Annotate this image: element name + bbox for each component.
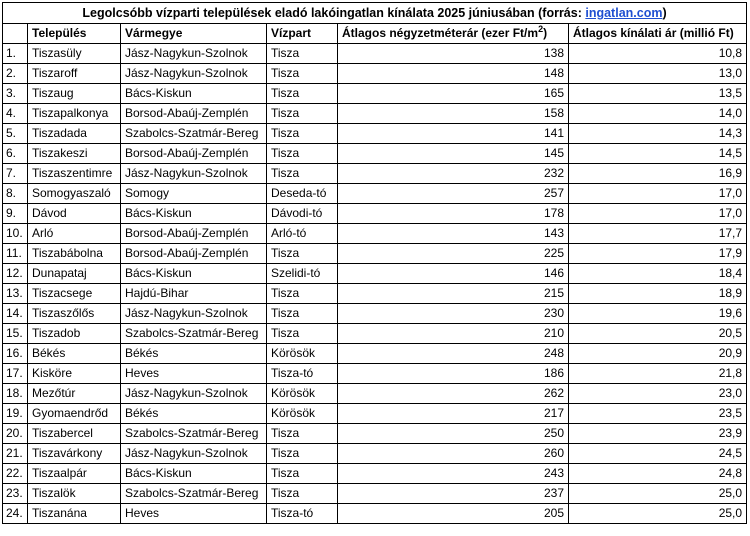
cell-price-total: 13,0 xyxy=(569,64,747,84)
header-waterfront: Vízpart xyxy=(267,24,338,44)
cell-price-total: 24,8 xyxy=(569,464,747,484)
header-row xyxy=(3,24,747,44)
table-row xyxy=(3,364,747,384)
cell-waterfront: Tisza xyxy=(267,164,338,184)
cell-waterfront: Tisza xyxy=(267,104,338,124)
cell-county: Jász-Nagykun-Szolnok xyxy=(121,444,267,464)
cell-price-sqm: 205 xyxy=(338,504,569,524)
table-row xyxy=(3,324,747,344)
table-row xyxy=(3,244,747,264)
cell-price-sqm: 243 xyxy=(338,464,569,484)
cell-waterfront: Körösök xyxy=(267,344,338,364)
cell-county: Szabolcs-Szatmár-Bereg xyxy=(121,324,267,344)
cell-index: 24. xyxy=(3,504,28,524)
cell-index: 21. xyxy=(3,444,28,464)
cell-index: 2. xyxy=(3,64,28,84)
cell-price-total: 23,5 xyxy=(569,404,747,424)
cell-settlement: Tiszaszentimre xyxy=(28,164,121,184)
cell-waterfront: Tisza xyxy=(267,324,338,344)
table-row xyxy=(3,164,747,184)
cell-waterfront: Tisza xyxy=(267,304,338,324)
cell-county: Bács-Kiskun xyxy=(121,204,267,224)
cell-settlement: Tiszalök xyxy=(28,484,121,504)
table-row xyxy=(3,144,747,164)
table-row xyxy=(3,84,747,104)
cell-settlement: Tiszadada xyxy=(28,124,121,144)
cell-waterfront: Tisza-tó xyxy=(267,364,338,384)
cell-settlement: Tiszasüly xyxy=(28,44,121,64)
cell-settlement: Tiszaszőlős xyxy=(28,304,121,324)
cell-county: Szabolcs-Szatmár-Bereg xyxy=(121,424,267,444)
cell-price-total: 14,3 xyxy=(569,124,747,144)
table-row xyxy=(3,504,747,524)
table-row xyxy=(3,404,747,424)
cell-price-total: 23,9 xyxy=(569,424,747,444)
cell-price-sqm: 146 xyxy=(338,264,569,284)
cell-county: Jász-Nagykun-Szolnok xyxy=(121,44,267,64)
cell-price-sqm: 232 xyxy=(338,164,569,184)
table-row xyxy=(3,204,747,224)
table-row xyxy=(3,64,747,84)
cell-index: 6. xyxy=(3,144,28,164)
cell-waterfront: Tisza xyxy=(267,244,338,264)
cell-index: 17. xyxy=(3,364,28,384)
cell-county: Békés xyxy=(121,404,267,424)
cell-county: Heves xyxy=(121,504,267,524)
cell-waterfront: Tisza xyxy=(267,484,338,504)
cell-county: Bács-Kiskun xyxy=(121,464,267,484)
cell-price-sqm: 178 xyxy=(338,204,569,224)
cell-price-total: 14,0 xyxy=(569,104,747,124)
table-body xyxy=(3,44,747,524)
cell-price-sqm: 248 xyxy=(338,344,569,364)
cell-price-total: 24,5 xyxy=(569,444,747,464)
cell-county: Bács-Kiskun xyxy=(121,84,267,104)
cell-price-sqm: 141 xyxy=(338,124,569,144)
cell-price-sqm: 257 xyxy=(338,184,569,204)
cell-waterfront: Dávodi-tó xyxy=(267,204,338,224)
cell-index: 13. xyxy=(3,284,28,304)
cell-settlement: Dunapataj xyxy=(28,264,121,284)
cell-county: Szabolcs-Szatmár-Bereg xyxy=(121,484,267,504)
data-table xyxy=(2,2,747,524)
cell-waterfront: Tisza xyxy=(267,464,338,484)
cell-index: 1. xyxy=(3,44,28,64)
cell-waterfront: Tisza xyxy=(267,44,338,64)
cell-waterfront: Körösök xyxy=(267,404,338,424)
cell-waterfront: Tisza xyxy=(267,444,338,464)
cell-price-total: 21,8 xyxy=(569,364,747,384)
cell-settlement: Tiszapalkonya xyxy=(28,104,121,124)
cell-index: 5. xyxy=(3,124,28,144)
cell-county: Heves xyxy=(121,364,267,384)
cell-settlement: Kisköre xyxy=(28,364,121,384)
table-row xyxy=(3,344,747,364)
cell-county: Borsod-Abaúj-Zemplén xyxy=(121,104,267,124)
cell-index: 23. xyxy=(3,484,28,504)
source-link[interactable]: ingatlan.com xyxy=(585,6,663,20)
cell-settlement: Tiszavárkony xyxy=(28,444,121,464)
cell-price-sqm: 217 xyxy=(338,404,569,424)
table-row xyxy=(3,184,747,204)
table-row xyxy=(3,124,747,144)
data-table-container xyxy=(2,2,746,524)
cell-settlement: Somogyaszaló xyxy=(28,184,121,204)
cell-county: Borsod-Abaúj-Zemplén xyxy=(121,144,267,164)
table-row xyxy=(3,424,747,444)
cell-price-sqm: 237 xyxy=(338,484,569,504)
cell-index: 15. xyxy=(3,324,28,344)
table-row xyxy=(3,264,747,284)
cell-settlement: Tiszaroff xyxy=(28,64,121,84)
cell-index: 8. xyxy=(3,184,28,204)
cell-county: Jász-Nagykun-Szolnok xyxy=(121,304,267,324)
cell-settlement: Tiszaalpár xyxy=(28,464,121,484)
table-row xyxy=(3,464,747,484)
cell-county: Borsod-Abaúj-Zemplén xyxy=(121,244,267,264)
cell-waterfront: Tisza xyxy=(267,424,338,444)
title-close: ) xyxy=(662,6,667,20)
cell-price-total: 23,0 xyxy=(569,384,747,404)
title-text: Legolcsóbb vízparti települések eladó lakóingatlan kínálata 2025 júniusában (forrás: xyxy=(82,6,586,20)
cell-price-sqm: 250 xyxy=(338,424,569,444)
cell-settlement: Tiszadob xyxy=(28,324,121,344)
cell-settlement: Tiszabercel xyxy=(28,424,121,444)
cell-settlement: Tiszanána xyxy=(28,504,121,524)
cell-county: Jász-Nagykun-Szolnok xyxy=(121,64,267,84)
cell-price-total: 18,9 xyxy=(569,284,747,304)
table-row xyxy=(3,304,747,324)
cell-index: 19. xyxy=(3,404,28,424)
header-price-sqm-close: ) xyxy=(543,26,548,40)
table-row xyxy=(3,44,747,64)
title-row xyxy=(3,3,747,24)
cell-waterfront: Tisza-tó xyxy=(267,504,338,524)
cell-price-total: 18,4 xyxy=(569,264,747,284)
cell-county: Bács-Kiskun xyxy=(121,264,267,284)
cell-index: 4. xyxy=(3,104,28,124)
cell-index: 10. xyxy=(3,224,28,244)
cell-price-total: 20,5 xyxy=(569,324,747,344)
cell-price-sqm: 165 xyxy=(338,84,569,104)
cell-settlement: Tiszakeszi xyxy=(28,144,121,164)
cell-waterfront: Tisza xyxy=(267,124,338,144)
cell-price-total: 16,9 xyxy=(569,164,747,184)
cell-county: Szabolcs-Szatmár-Bereg xyxy=(121,124,267,144)
cell-county: Jász-Nagykun-Szolnok xyxy=(121,384,267,404)
cell-settlement: Dávod xyxy=(28,204,121,224)
cell-price-sqm: 215 xyxy=(338,284,569,304)
cell-waterfront: Tisza xyxy=(267,144,338,164)
cell-price-total: 20,9 xyxy=(569,344,747,364)
cell-price-total: 10,8 xyxy=(569,44,747,64)
cell-settlement: Tiszacsege xyxy=(28,284,121,304)
cell-price-sqm: 138 xyxy=(338,44,569,64)
cell-index: 12. xyxy=(3,264,28,284)
cell-waterfront: Körösök xyxy=(267,384,338,404)
cell-price-total: 17,9 xyxy=(569,244,747,264)
cell-settlement: Tiszabábolna xyxy=(28,244,121,264)
header-index xyxy=(3,24,28,44)
cell-index: 9. xyxy=(3,204,28,224)
cell-index: 22. xyxy=(3,464,28,484)
cell-county: Somogy xyxy=(121,184,267,204)
cell-county: Hajdú-Bihar xyxy=(121,284,267,304)
cell-settlement: Gyomaendrőd xyxy=(28,404,121,424)
cell-price-sqm: 143 xyxy=(338,224,569,244)
table-row xyxy=(3,484,747,504)
header-price-sqm-text: Átlagos négyzetméterár (ezer Ft/m xyxy=(342,26,539,40)
table-row xyxy=(3,284,747,304)
cell-waterfront: Tisza xyxy=(267,64,338,84)
header-price-sqm xyxy=(338,24,569,44)
cell-price-total: 17,7 xyxy=(569,224,747,244)
cell-price-sqm: 260 xyxy=(338,444,569,464)
cell-price-sqm: 145 xyxy=(338,144,569,164)
table-row xyxy=(3,104,747,124)
cell-price-total: 19,6 xyxy=(569,304,747,324)
cell-price-total: 13,5 xyxy=(569,84,747,104)
cell-price-sqm: 225 xyxy=(338,244,569,264)
cell-price-total: 25,0 xyxy=(569,484,747,504)
header-county: Vármegye xyxy=(121,24,267,44)
cell-county: Békés xyxy=(121,344,267,364)
table-row xyxy=(3,444,747,464)
table-title xyxy=(3,3,747,24)
cell-price-total: 17,0 xyxy=(569,184,747,204)
cell-county: Borsod-Abaúj-Zemplén xyxy=(121,224,267,244)
cell-index: 20. xyxy=(3,424,28,444)
table-row xyxy=(3,384,747,404)
cell-index: 7. xyxy=(3,164,28,184)
cell-price-sqm: 210 xyxy=(338,324,569,344)
cell-price-sqm: 186 xyxy=(338,364,569,384)
cell-settlement: Arló xyxy=(28,224,121,244)
cell-price-total: 14,5 xyxy=(569,144,747,164)
cell-waterfront: Deseda-tó xyxy=(267,184,338,204)
table-row xyxy=(3,224,747,244)
cell-settlement: Mezőtúr xyxy=(28,384,121,404)
cell-price-total: 25,0 xyxy=(569,504,747,524)
cell-waterfront: Tisza xyxy=(267,84,338,104)
cell-waterfront: Tisza xyxy=(267,284,338,304)
cell-price-sqm: 158 xyxy=(338,104,569,124)
cell-settlement: Békés xyxy=(28,344,121,364)
cell-index: 14. xyxy=(3,304,28,324)
cell-index: 11. xyxy=(3,244,28,264)
cell-waterfront: Szelidi-tó xyxy=(267,264,338,284)
header-price-total: Átlagos kínálati ár (millió Ft) xyxy=(569,24,747,44)
cell-price-sqm: 148 xyxy=(338,64,569,84)
cell-waterfront: Arló-tó xyxy=(267,224,338,244)
cell-price-total: 17,0 xyxy=(569,204,747,224)
header-settlement: Település xyxy=(28,24,121,44)
cell-index: 16. xyxy=(3,344,28,364)
cell-county: Jász-Nagykun-Szolnok xyxy=(121,164,267,184)
cell-price-sqm: 230 xyxy=(338,304,569,324)
cell-index: 18. xyxy=(3,384,28,404)
cell-settlement: Tiszaug xyxy=(28,84,121,104)
cell-price-sqm: 262 xyxy=(338,384,569,404)
cell-index: 3. xyxy=(3,84,28,104)
header-price-sqm-sup: 2 xyxy=(538,24,544,34)
